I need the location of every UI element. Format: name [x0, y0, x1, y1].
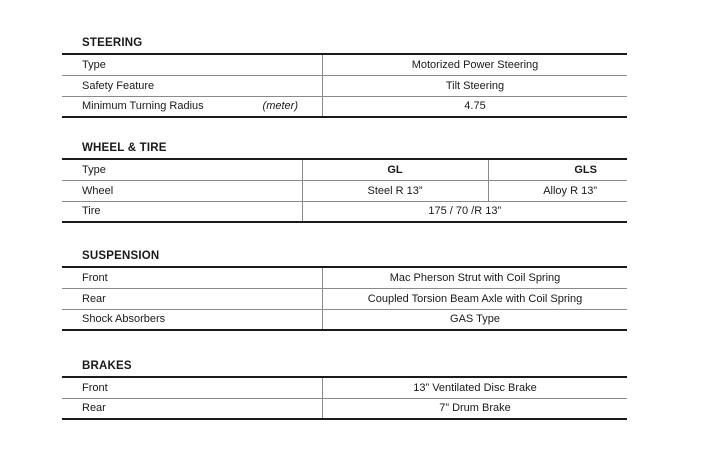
- column-header-gls: GLS: [488, 159, 627, 180]
- row-label: Tire: [62, 201, 302, 222]
- steering-title: STEERING: [82, 37, 143, 49]
- row-label-cell: [62, 96, 323, 117]
- row-value: GAS Type: [323, 309, 628, 330]
- table-row: [62, 159, 627, 180]
- row-label: Rear: [62, 288, 323, 309]
- wheel-tire-title: WHEEL & TIRE: [82, 142, 167, 154]
- unit-label: (meter): [262, 100, 298, 113]
- table-row: [62, 309, 627, 330]
- table-row: [62, 96, 627, 117]
- row-label: Safety Feature: [62, 75, 323, 96]
- steering-table: [62, 53, 627, 118]
- steering-section: [62, 33, 627, 118]
- table-row: [62, 75, 627, 96]
- suspension-section: [62, 246, 627, 331]
- brakes-title: BRAKES: [82, 360, 132, 372]
- suspension-title: SUSPENSION: [82, 250, 160, 262]
- column-header-gl: GL: [302, 159, 488, 180]
- row-value: Coupled Torsion Beam Axle with Coil Spring: [323, 288, 628, 309]
- row-value: Mac Pherson Strut with Coil Spring: [323, 267, 628, 288]
- row-label: Wheel: [62, 180, 302, 201]
- row-label: Type: [62, 54, 323, 75]
- table-row: [62, 377, 627, 398]
- table-row: [62, 201, 627, 222]
- row-label: Front: [62, 267, 323, 288]
- row-label: Minimum Turning Radius: [82, 100, 204, 113]
- table-row: [62, 398, 627, 419]
- wheel-tire-table: [62, 158, 627, 223]
- row-value: 13” Ventilated Disc Brake: [323, 377, 628, 398]
- table-row: [62, 267, 627, 288]
- row-label: Front: [62, 377, 323, 398]
- row-value: Motorized Power Steering: [323, 54, 628, 75]
- brakes-section: [62, 356, 627, 420]
- row-value-gls: Alloy R 13”: [488, 180, 627, 201]
- row-value: 7” Drum Brake: [323, 398, 628, 419]
- row-value: 175 / 70 /R 13”: [302, 201, 627, 222]
- row-label: Rear: [62, 398, 323, 419]
- row-value: 4.75: [323, 96, 628, 117]
- brakes-table: [62, 376, 627, 420]
- table-row: [62, 288, 627, 309]
- wheel-tire-section: [62, 138, 627, 223]
- row-value-gl: Steel R 13”: [302, 180, 488, 201]
- row-label: Shock Absorbers: [62, 309, 323, 330]
- table-row: [62, 54, 627, 75]
- row-label: Type: [62, 159, 302, 180]
- row-value: Tilt Steering: [323, 75, 628, 96]
- suspension-table: [62, 266, 627, 331]
- table-row: [62, 180, 627, 201]
